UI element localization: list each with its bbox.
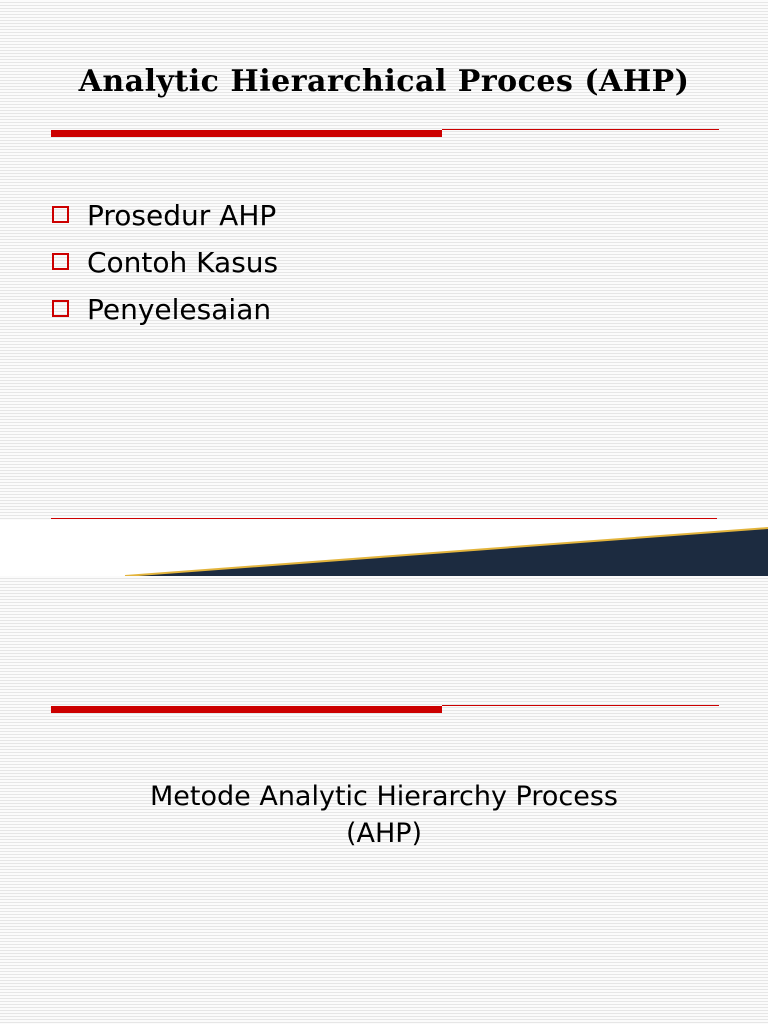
bullet-text: Prosedur AHP [87,199,277,232]
slide2-subtitle [0,778,768,852]
square-bullet-icon [52,206,69,223]
square-bullet-icon [52,253,69,270]
slide2-rule-thick [51,706,442,713]
bullet-item [50,239,278,286]
bullet-list [50,192,278,333]
slide-title: Analytic Hierarchical Proces (AHP) [78,64,690,99]
subtitle-line-2: (AHP) [345,818,423,849]
title-rule [51,128,719,138]
subtitle-line-1: Metode Analytic Hierarchy Process [150,781,618,812]
bullet-text: Contoh Kasus [87,246,279,279]
bullet-item [50,192,278,239]
title-rule-thick [51,130,442,137]
bullet-text: Penyelesaian [87,293,272,326]
title-rule-thin [442,129,719,130]
slide2-rule-thin [442,705,719,706]
square-bullet-icon [52,300,69,317]
slide2-rule [51,704,719,714]
slide-separator-band [0,520,768,576]
slide-divider-line [51,518,717,519]
navy-wedge-graphic [0,520,768,576]
bullet-item [50,286,278,333]
